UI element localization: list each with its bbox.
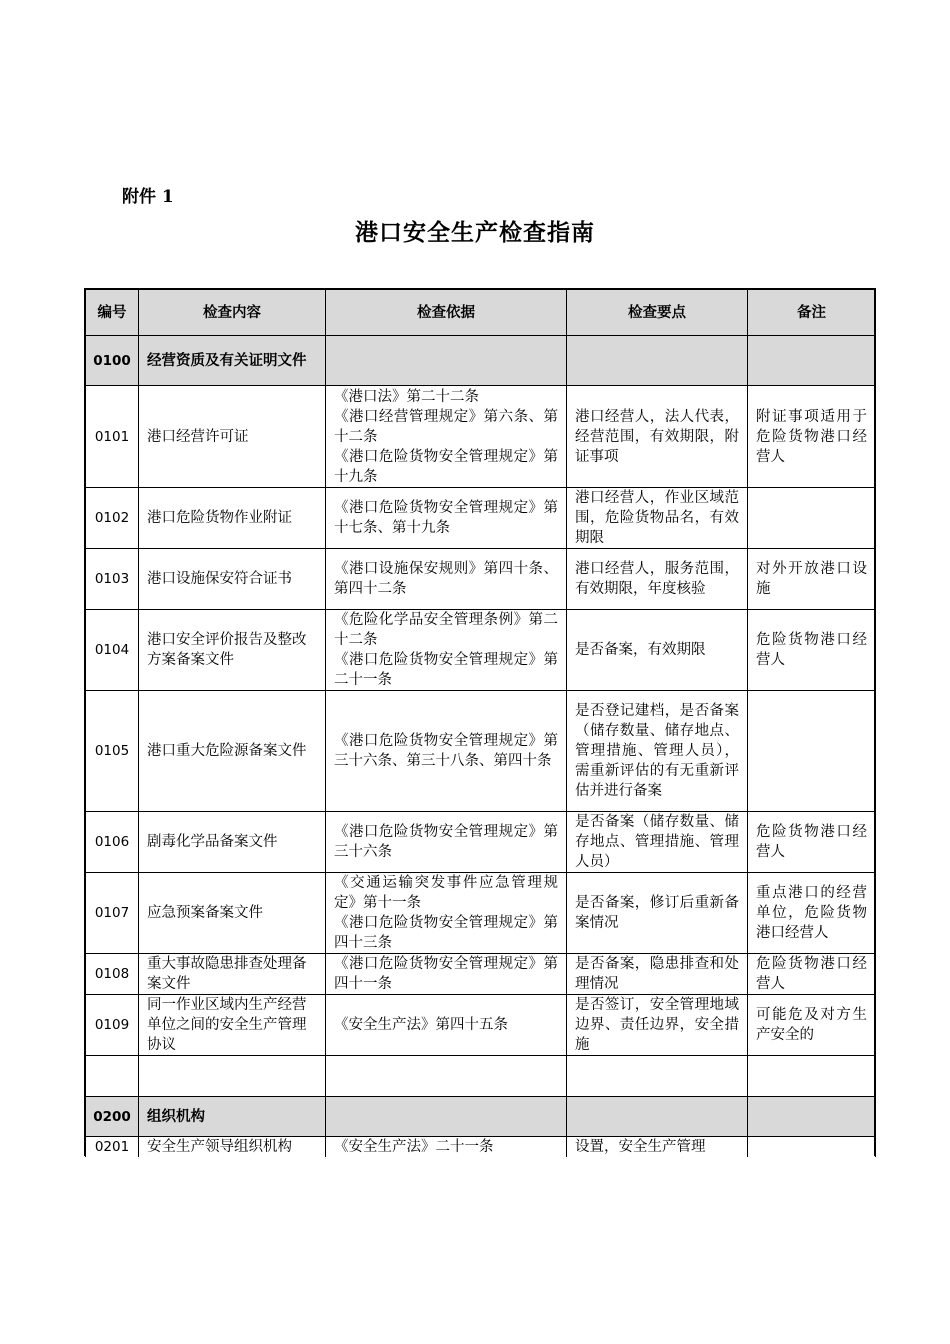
section-row (86, 336, 876, 386)
table-row (86, 610, 876, 691)
row-basis: 《交通运输突发事件应急管理规定》第十一条 《港口危险货物安全管理规定》第四十三条 (326, 873, 567, 954)
row-points (567, 336, 748, 386)
row-note: 危险货物港口经营人 (748, 954, 876, 995)
table-row (86, 386, 876, 488)
table-row (86, 691, 876, 812)
inspection-table (85, 288, 876, 1157)
row-note: 可能危及对方生产安全的 (748, 995, 876, 1056)
row-note (748, 1137, 876, 1158)
row-basis: 《危险化学品安全管理条例》第二十二条 《港口危险货物安全管理规定》第二十一条 (326, 610, 567, 691)
row-note: 对外开放港口设施 (748, 549, 876, 610)
row-points: 是否备案，修订后重新备案情况 (567, 873, 748, 954)
row-points: 港口经营人，服务范围，有效期限，年度核验 (567, 549, 748, 610)
header-note: 备注 (748, 289, 876, 336)
row-note (748, 1056, 876, 1097)
row-basis: 《港口危险货物安全管理规定》第三十六条 (326, 812, 567, 873)
attachment-label: 附件 1 (122, 187, 174, 207)
row-note: 危险货物港口经营人 (748, 610, 876, 691)
row-points: 是否登记建档，是否备案（储存数量、储存地点、管理措施、管理人员），需重新评估的有无重新评估并进行备案 (567, 691, 748, 812)
table-row (86, 549, 876, 610)
row-basis: 《港口危险货物安全管理规定》第四十一条 (326, 954, 567, 995)
row-points: 港口经营人，作业区域范围，危险货物品名，有效期限 (567, 488, 748, 549)
row-points (567, 1097, 748, 1137)
table-right-border (874, 288, 876, 1156)
blank-row (86, 1056, 876, 1097)
row-code: 0104 (86, 610, 139, 691)
row-note (748, 691, 876, 812)
row-content: 港口设施保安符合证书 (139, 549, 326, 610)
row-note (748, 488, 876, 549)
row-note: 重点港口的经营单位，危险货物港口经营人 (748, 873, 876, 954)
row-content: 重大事故隐患排查处理备案文件 (139, 954, 326, 995)
table-row (86, 1137, 876, 1158)
row-code: 0109 (86, 995, 139, 1056)
row-content (139, 1056, 326, 1097)
table-row (86, 812, 876, 873)
table-row (86, 488, 876, 549)
row-code: 0201 (86, 1137, 139, 1158)
row-code: 0107 (86, 873, 139, 954)
table-header-row (86, 289, 876, 336)
row-note: 危险货物港口经营人 (748, 812, 876, 873)
row-points: 设置，安全生产管理 (567, 1137, 748, 1158)
table-row (86, 873, 876, 954)
header-points: 检查要点 (567, 289, 748, 336)
row-basis: 《安全生产法》第四十五条 (326, 995, 567, 1056)
row-basis: 《安全生产法》二十一条 (326, 1137, 567, 1158)
row-content: 应急预案备案文件 (139, 873, 326, 954)
row-code: 0106 (86, 812, 139, 873)
row-points: 是否备案，隐患排查和处理情况 (567, 954, 748, 995)
row-points (567, 1056, 748, 1097)
row-code: 0101 (86, 386, 139, 488)
row-basis: 《港口危险货物安全管理规定》第十七条、第十九条 (326, 488, 567, 549)
row-content: 经营资质及有关证明文件 (139, 336, 326, 386)
row-content: 组织机构 (139, 1097, 326, 1137)
row-code (86, 1056, 139, 1097)
row-basis: 《港口危险货物安全管理规定》第三十六条、第三十八条、第四十条 (326, 691, 567, 812)
header-basis: 检查依据 (326, 289, 567, 336)
row-content: 港口经营许可证 (139, 386, 326, 488)
row-code: 0103 (86, 549, 139, 610)
row-points: 是否备案（储存数量、储存地点、管理措施、管理人员） (567, 812, 748, 873)
table-left-border (84, 288, 86, 1156)
row-content: 同一作业区域内生产经营单位之间的安全生产管理协议 (139, 995, 326, 1056)
header-code: 编号 (86, 289, 139, 336)
table-row (86, 995, 876, 1056)
page-title: 港口安全生产检查指南 (355, 219, 595, 246)
row-content: 港口重大危险源备案文件 (139, 691, 326, 812)
row-note (748, 336, 876, 386)
row-basis (326, 336, 567, 386)
section-row (86, 1097, 876, 1137)
row-points: 是否备案，有效期限 (567, 610, 748, 691)
row-points: 港口经营人，法人代表，经营范围，有效期限，附证事项 (567, 386, 748, 488)
row-code: 0108 (86, 954, 139, 995)
row-code: 0100 (86, 336, 139, 386)
row-points: 是否签订，安全管理地域边界、责任边界，安全措施 (567, 995, 748, 1056)
row-code: 0102 (86, 488, 139, 549)
row-basis (326, 1056, 567, 1097)
table-row (86, 954, 876, 995)
row-note: 附证事项适用于危险货物港口经营人 (748, 386, 876, 488)
row-content: 安全生产领导组织机构 (139, 1137, 326, 1158)
row-code: 0105 (86, 691, 139, 812)
header-content: 检查内容 (139, 289, 326, 336)
row-code: 0200 (86, 1097, 139, 1137)
row-content: 港口安全评价报告及整改方案备案文件 (139, 610, 326, 691)
row-basis: 《港口设施保安规则》第四十条、第四十二条 (326, 549, 567, 610)
row-content: 剧毒化学品备案文件 (139, 812, 326, 873)
row-basis: 《港口法》第二十二条 《港口经营管理规定》第六条、第十二条 《港口危险货物安全管理规定》第十九条 (326, 386, 567, 488)
row-content: 港口危险货物作业附证 (139, 488, 326, 549)
row-note (748, 1097, 876, 1137)
row-basis (326, 1097, 567, 1137)
